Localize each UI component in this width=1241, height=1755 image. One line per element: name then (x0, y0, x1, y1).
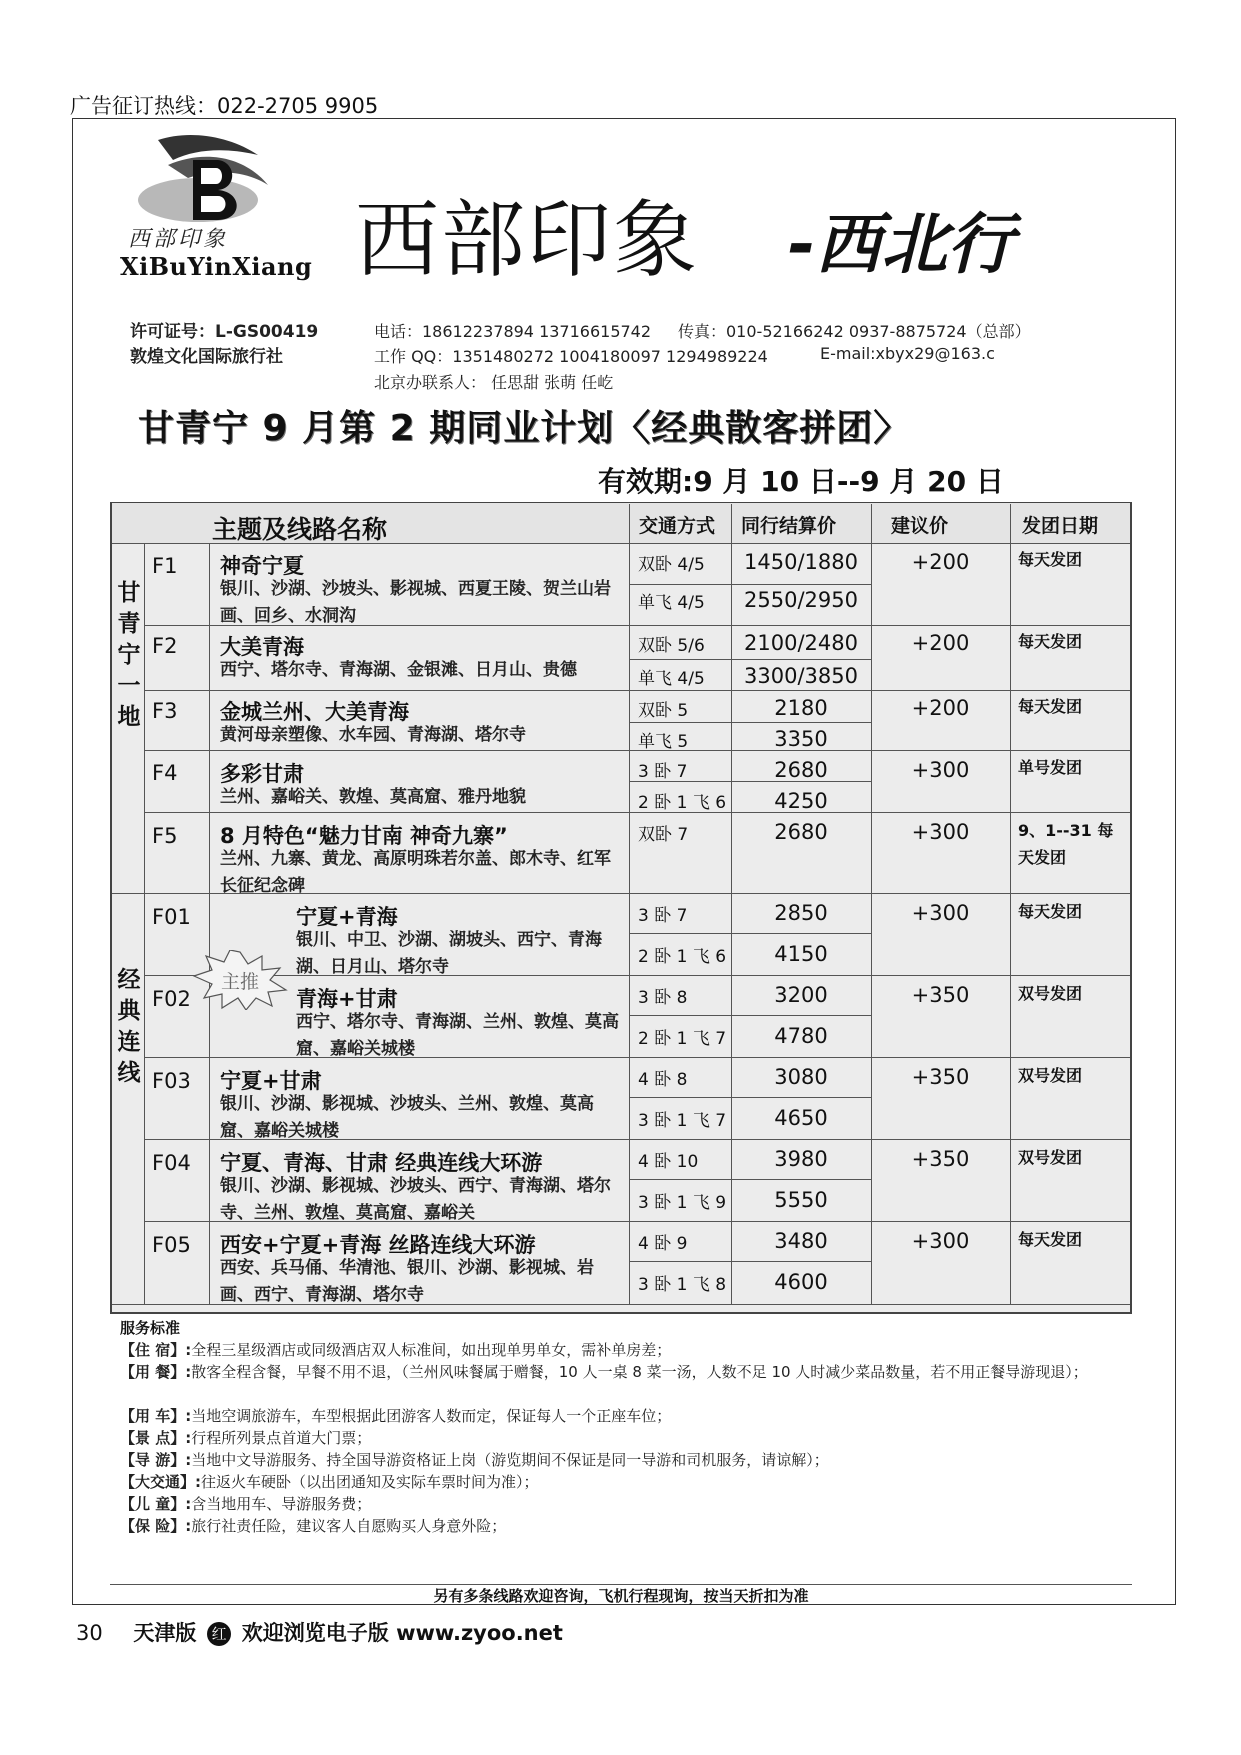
route-stops: 兰州、九寨、黄龙、高原明珠若尔盖、郎木寺、红军长征纪念碑 (220, 849, 611, 896)
transport-option: 双卧 4/5 (638, 555, 705, 575)
route-code: F02 (152, 987, 191, 1011)
page-footer (76, 1617, 563, 1647)
service-item (120, 1406, 1120, 1427)
route-name: 西安+宁夏+青海 丝路连线大环游 (220, 1233, 536, 1257)
route-code: F05 (152, 1233, 191, 1257)
header-suggest: 建议价 (891, 515, 949, 537)
transport-option: 双卧 5/6 (638, 636, 705, 656)
transport-option: 3 卧 7 (638, 762, 688, 782)
page-number: 30 (76, 1621, 103, 1645)
phone-numbers: 电话：18612237894 13716615742 (374, 322, 652, 341)
price-value: 4780 (774, 1024, 828, 1048)
grid-line (629, 659, 871, 660)
grid-line (629, 933, 871, 934)
price-value: 2180 (774, 696, 828, 720)
logo-emblem-icon (118, 130, 318, 230)
transport-option: 双卧 5 (638, 701, 689, 721)
price-value: 1450/1880 (744, 550, 858, 574)
grid-line (112, 543, 1130, 544)
transport-option: 2 卧 1 飞 6 (638, 947, 727, 967)
fax-numbers: 传真：010-52166242 0937-8875724（总部） (678, 322, 1031, 341)
route-name: 多彩甘肃 (220, 762, 304, 786)
grid-line (144, 750, 1130, 751)
red-circle-icon: 红 (207, 1622, 231, 1646)
brand-subtitle (788, 206, 1014, 283)
grid-line (629, 722, 871, 723)
service-text: 含当地用车、导游服务费； (191, 1495, 372, 1513)
grid-line (629, 1097, 871, 1098)
footnote: 另有多条线路欢迎咨询，飞机行程现询，按当天折扣为准 (110, 1584, 1132, 1604)
price-value: 3350 (774, 727, 828, 751)
header-price: 同行结算价 (741, 515, 837, 537)
departure-schedule: 每天发团 (1018, 902, 1083, 921)
service-key: 【大交通】: (120, 1473, 201, 1491)
departure-schedule: 单号发团 (1018, 758, 1083, 777)
service-item (120, 1362, 1130, 1383)
header-transport: 交通方式 (639, 515, 716, 537)
logo-english-text: XiBuYinXiang (120, 252, 313, 281)
transport-option: 3 卧 1 飞 8 (638, 1275, 727, 1295)
group-label-region: 甘青宁一地 (117, 580, 141, 731)
header-route: 主题及线路名称 (212, 515, 388, 544)
route-stops: 银川、沙湖、影视城、沙坡头、西宁、青海湖、塔尔寺、兰州、敦煌、莫高窟、嘉峪关 (220, 1176, 611, 1223)
qq-numbers: 工作 QQ：1351480272 1004180097 1294989224 (374, 347, 768, 366)
service-item (120, 1494, 1120, 1515)
transport-option: 3 卧 7 (638, 906, 688, 926)
grid-line (629, 1179, 871, 1180)
route-name: 金城兰州、大美青海 (220, 700, 409, 724)
price-value: 4650 (774, 1106, 828, 1130)
departure-schedule: 每天发团 (1018, 550, 1083, 569)
departure-schedule: 双号发团 (1018, 984, 1083, 1003)
price-value: 3980 (774, 1147, 828, 1171)
transport-option: 2 卧 1 飞 6 (638, 793, 727, 813)
price-value: 2100/2480 (744, 631, 858, 655)
featured-badge (190, 950, 290, 1014)
service-text: 行程所列景点首道大门票； (191, 1429, 372, 1447)
service-item (120, 1428, 1120, 1449)
grid-line (629, 1015, 871, 1016)
service-key: 【住 宿】: (120, 1341, 192, 1359)
service-text: 散客全程含餐，早餐不用不退，（兰州风味餐属于赠餐，10 人一桌 8 菜一汤，人数不足 10 人时减少菜品数量，若不用正餐导游现退）； (191, 1363, 1088, 1381)
page-title: 甘青宁 9 月第 2 期同业计划〈经典散客拼团〉 (138, 408, 911, 449)
transport-option: 单飞 4/5 (638, 593, 705, 613)
route-code: F03 (152, 1069, 191, 1093)
featured-badge-label: 主推 (220, 971, 259, 993)
route-name: 8 月特色“魅力甘南 神奇九寨” (220, 824, 508, 848)
suggested-price: +300 (911, 820, 970, 844)
agency-name: 敦煌文化国际旅行社 (130, 347, 283, 367)
service-text: 往返火车硬卧（以出团通知及实际车票时间为准）； (201, 1473, 539, 1491)
departure-schedule: 每天发团 (1018, 697, 1083, 716)
route-name: 神奇宁夏 (220, 554, 304, 578)
grid-line (144, 1057, 1130, 1058)
price-value: 2850 (774, 901, 828, 925)
service-heading: 服务标准 (120, 1319, 181, 1337)
website-text: 欢迎浏览电子版 www.zyoo.net (241, 1621, 563, 1645)
route-code: F3 (152, 699, 178, 723)
departure-schedule: 双号发团 (1018, 1148, 1083, 1167)
price-value: 3480 (774, 1229, 828, 1253)
ad-hotline: 广告征订热线：022-2705 9905 (70, 94, 379, 118)
suggested-price: +350 (911, 1065, 970, 1089)
grid-line (1010, 504, 1011, 1304)
route-code: F2 (152, 634, 178, 658)
suggested-price: +350 (911, 1147, 970, 1171)
grid-line (629, 584, 871, 585)
grid-line (144, 690, 1130, 691)
grid-line (209, 543, 210, 1304)
route-code: F01 (152, 905, 191, 929)
route-stops: 西安、兵马俑、华清池、银川、沙湖、影视城、岩画、西宁、青海湖、塔尔寺 (220, 1258, 594, 1305)
beijing-contacts: 北京办联系人： 任思甜 张萌 任屹 (374, 373, 614, 392)
brand-logo (118, 130, 318, 285)
license-number: 许可证号：L-GS00419 (130, 322, 319, 342)
suggested-price: +200 (911, 696, 970, 720)
route-code: F4 (152, 761, 178, 785)
route-name: 大美青海 (220, 635, 304, 659)
grid-line (629, 1261, 871, 1262)
header-departure: 发团日期 (1022, 515, 1099, 537)
brand-dash: - (788, 206, 816, 283)
route-stops: 兰州、嘉峪关、敦煌、莫高窟、雅丹地貌 (220, 787, 526, 807)
price-value: 2550/2950 (744, 588, 858, 612)
price-value: 3200 (774, 983, 828, 1007)
transport-option: 2 卧 1 飞 7 (638, 1029, 727, 1049)
logo-chinese-text: 西部印象 (128, 227, 229, 252)
price-value: 4600 (774, 1270, 828, 1294)
price-value: 5550 (774, 1188, 828, 1212)
transport-option: 3 卧 8 (638, 988, 688, 1008)
route-name: 青海+甘肃 (296, 987, 398, 1011)
service-text: 当地中文导游服务、持全国导游资格证上岗（游览期间不保证是同一导游和司机服务，请谅解）； (191, 1451, 829, 1469)
transport-option: 双卧 7 (638, 825, 689, 845)
validity-period: 有效期:9 月 10 日--9 月 20 日 (598, 465, 1004, 498)
grid-line (629, 504, 630, 1304)
route-stops: 银川、沙湖、沙坡头、影视城、西夏王陵、贺兰山岩画、回乡、水洞沟 (220, 579, 611, 626)
grid-line (144, 812, 1130, 813)
route-stops: 银川、中卫、沙湖、湖坡头、西宁、青海湖、日月山、塔尔寺 (296, 930, 602, 977)
route-stops: 黄河母亲塑像、水车园、青海湖、塔尔寺 (220, 725, 526, 745)
route-code: F5 (152, 824, 178, 848)
transport-option: 4 卧 8 (638, 1070, 688, 1090)
route-name: 宁夏+甘肃 (220, 1069, 322, 1093)
service-key: 【导 游】: (120, 1451, 192, 1469)
service-item (120, 1516, 1120, 1537)
service-key: 【保 险】: (120, 1517, 192, 1535)
transport-option: 单飞 4/5 (638, 669, 705, 689)
price-value: 3080 (774, 1065, 828, 1089)
service-key: 【用 车】: (120, 1407, 192, 1425)
route-code: F04 (152, 1151, 191, 1175)
transport-option: 3 卧 1 飞 7 (638, 1111, 727, 1131)
brand-sub-text: 西北行 (815, 206, 1014, 283)
service-text: 旅行社责任险，建议客人自愿购买人身意外险； (191, 1517, 507, 1535)
group-label-combo: 经典连线 (117, 967, 141, 1087)
route-stops: 银川、沙湖、影视城、沙坡头、兰州、敦煌、莫高窟、嘉峪关城楼 (220, 1094, 594, 1141)
service-item (120, 1472, 1120, 1493)
price-value: 3300/3850 (744, 664, 858, 688)
route-stops: 西宁、塔尔寺、青海湖、兰州、敦煌、莫高窟、嘉峪关城楼 (296, 1012, 619, 1059)
price-value: 4150 (774, 942, 828, 966)
price-value: 4250 (774, 789, 828, 813)
service-item (120, 1450, 1120, 1471)
suggested-price: +350 (911, 983, 970, 1007)
price-value: 2680 (774, 758, 828, 782)
route-name: 宁夏+青海 (296, 905, 398, 929)
grid-line (144, 543, 145, 1304)
email: E-mail:xbyx29@163.c (820, 344, 995, 363)
suggested-price: +300 (911, 901, 970, 925)
departure-schedule: 双号发团 (1018, 1066, 1083, 1085)
transport-option: 单飞 5 (638, 732, 689, 752)
brand-name: 西部印象 (355, 191, 700, 289)
service-key: 【用 餐】: (120, 1363, 192, 1381)
suggested-price: +300 (911, 1229, 970, 1253)
route-stops: 西宁、塔尔寺、青海湖、金银滩、日月山、贵德 (220, 660, 577, 680)
price-value: 2680 (774, 820, 828, 844)
departure-schedule: 9、1--31 每天发团 (1018, 821, 1114, 867)
service-key: 【景 点】: (120, 1429, 192, 1447)
service-text: 当地空调旅游车，车型根据此团游客人数而定，保证每人一个正座车位； (191, 1407, 672, 1425)
transport-option: 4 卧 9 (638, 1234, 688, 1254)
transport-option: 4 卧 10 (638, 1152, 699, 1172)
service-key: 【儿 童】: (120, 1495, 192, 1513)
departure-schedule: 每天发团 (1018, 632, 1083, 651)
suggested-price: +200 (911, 550, 970, 574)
service-text: 全程三星级酒店或同级酒店双人标准间，如出现单男单女，需补单房差； (191, 1341, 672, 1359)
departure-schedule: 每天发团 (1018, 1230, 1083, 1249)
suggested-price: +200 (911, 631, 970, 655)
route-name: 宁夏、青海、甘肃 经典连线大环游 (220, 1151, 543, 1175)
edition-label: 天津版 (133, 1621, 197, 1645)
transport-option: 3 卧 1 飞 9 (638, 1193, 727, 1213)
suggested-price: +300 (911, 758, 970, 782)
service-item (120, 1340, 1120, 1361)
grid-line (144, 975, 1130, 976)
route-code: F1 (152, 554, 178, 578)
